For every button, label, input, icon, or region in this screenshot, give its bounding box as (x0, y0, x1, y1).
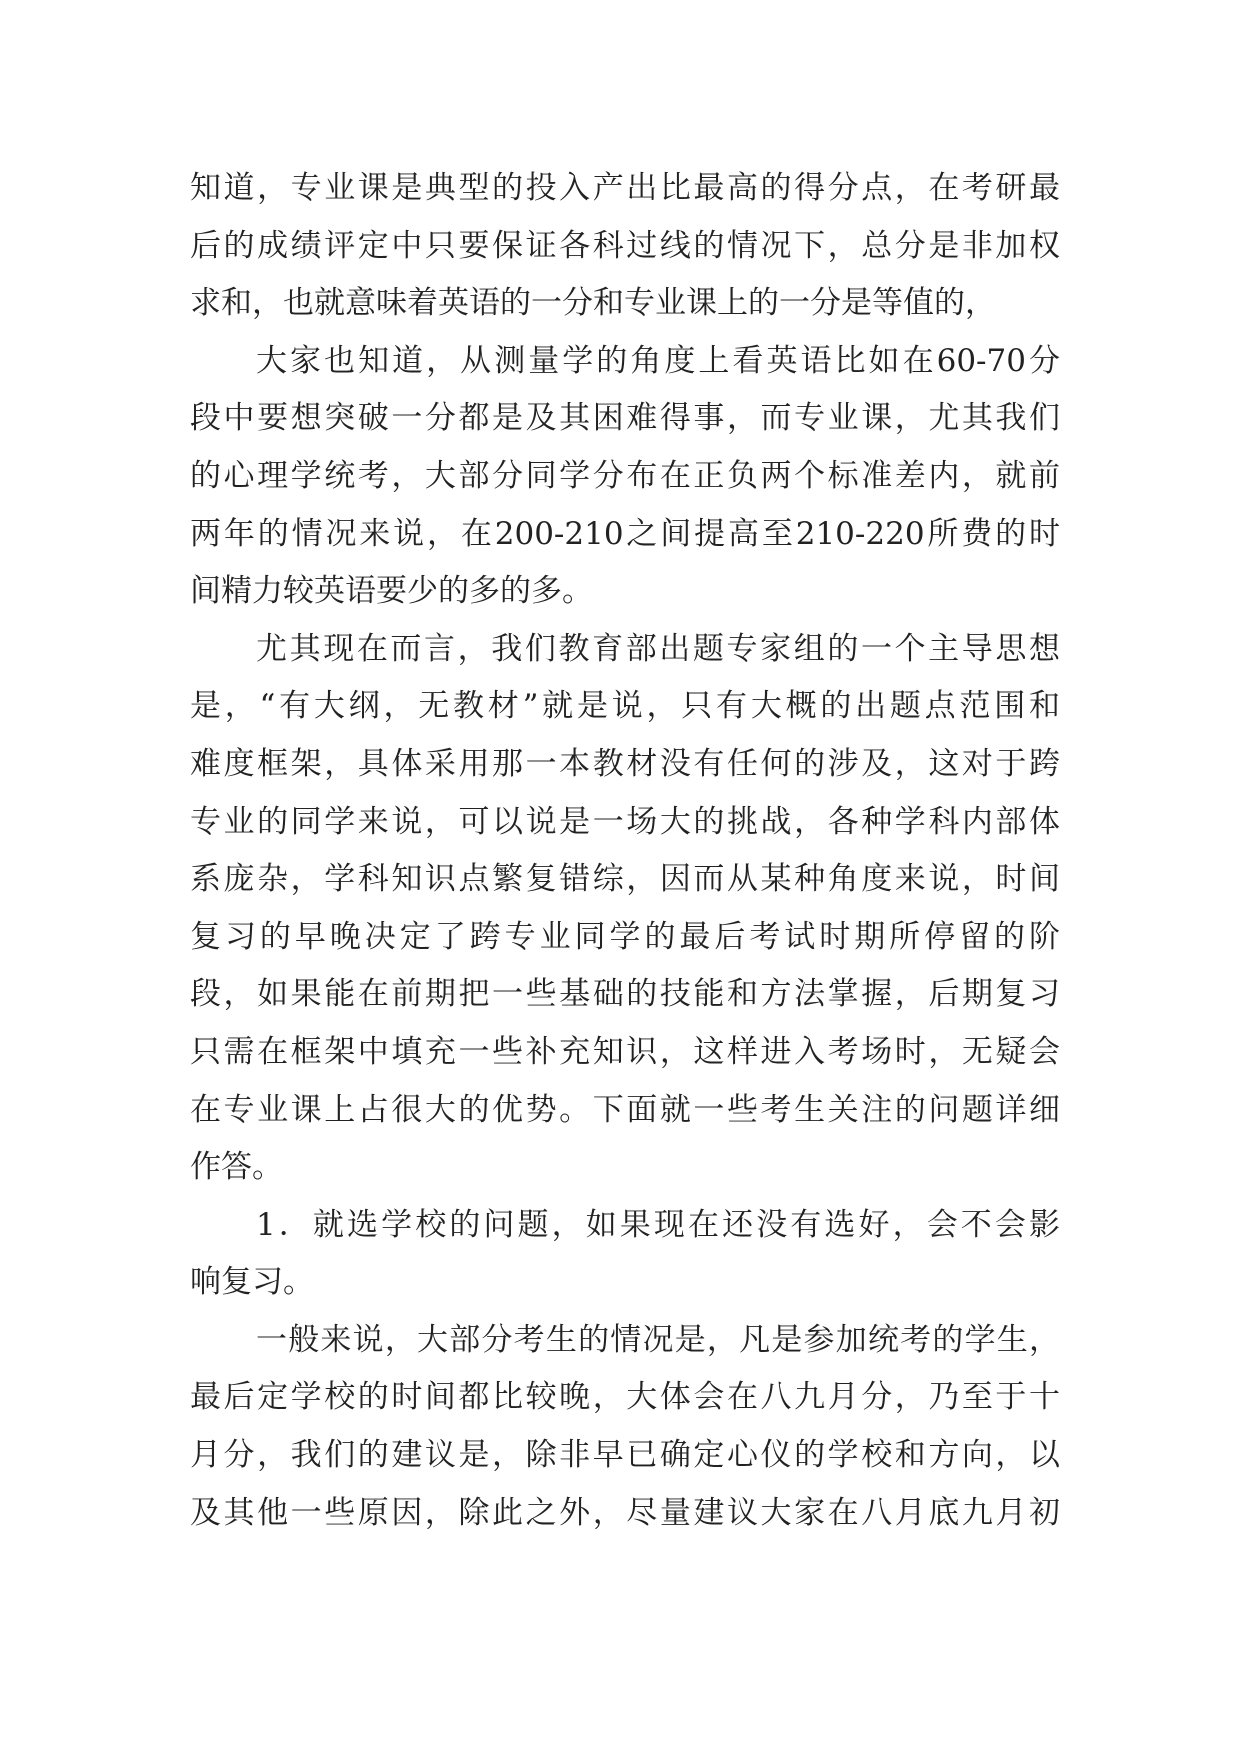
text-line: 1．就选学校的问题，如果现在还没有选好，会不会影 (256, 1206, 1060, 1243)
text-line: 月分，我们的建议是，除非早已确定心仪的学校和方向，以 (190, 1437, 1060, 1474)
text-line: 段，如果能在前期把一些基础的技能和方法掌握，后期复习 (190, 976, 1060, 1013)
text-line: 知道，专业课是典型的投入产出比最高的得分点，在考研最 (190, 170, 1060, 206)
text-line: 在专业课上占很大的优势。下面就一些考生关注的问题详细 (190, 1091, 1060, 1128)
text-line: 两年的情况来说，在200-210之间提高至210-220所费的时 (190, 515, 1060, 552)
text-line: 只需在框架中填充一些补充知识，这样进入考场时，无疑会 (190, 1033, 1060, 1070)
text-line: 段中要想突破一分都是及其困难得事，而专业课，尤其我们 (190, 400, 1060, 437)
paragraph-1 (190, 160, 1060, 333)
text-line: 专业的同学来说，可以说是一场大的挑战，各种学科内部体 (190, 803, 1060, 840)
document-body (190, 160, 1060, 1542)
text-line: 是，“有大纲，无教材”就是说，只有大概的出题点范围和 (190, 688, 1060, 725)
paragraph-3 (190, 621, 1060, 1197)
text-line: 后的成绩评定中只要保证各科过线的情况下，总分是非加权 (190, 227, 1060, 264)
paragraph-2 (190, 333, 1060, 621)
text-line: 求和，也就意味着英语的一分和专业课上的一分是等值的， (190, 285, 996, 322)
paragraph-5 (190, 1312, 1060, 1542)
text-line: 大家也知道，从测量学的角度上看英语比如在60-70分 (256, 342, 1060, 379)
text-line: 尤其现在而言，我们教育部出题专家组的一个主导思想 (256, 630, 1060, 667)
text-line: 最后定学校的时间都比较晚，大体会在八九月分，乃至于十 (190, 1379, 1060, 1416)
text-line: 响复习。 (190, 1264, 314, 1301)
text-line: 的心理学统考，大部分同学分布在正负两个标准差内，就前 (190, 457, 1060, 494)
text-line: 难度框架，具体采用那一本教材没有任何的涉及，这对于跨 (190, 745, 1060, 782)
text-line: 及其他一些原因，除此之外，尽量建议大家在八月底九月初 (190, 1494, 1060, 1531)
text-line: 一般来说，大部分考生的情况是，凡是参加统考的学生， (256, 1321, 1060, 1358)
text-line: 间精力较英语要少的多的多。 (190, 573, 593, 610)
text-line: 作答。 (190, 1149, 283, 1186)
text-line: 复习的早晚决定了跨专业同学的最后考试时期所停留的阶 (190, 918, 1060, 955)
paragraph-4 (190, 1197, 1060, 1312)
text-line: 系庞杂，学科知识点繁复错综，因而从某种角度来说，时间 (190, 861, 1060, 898)
